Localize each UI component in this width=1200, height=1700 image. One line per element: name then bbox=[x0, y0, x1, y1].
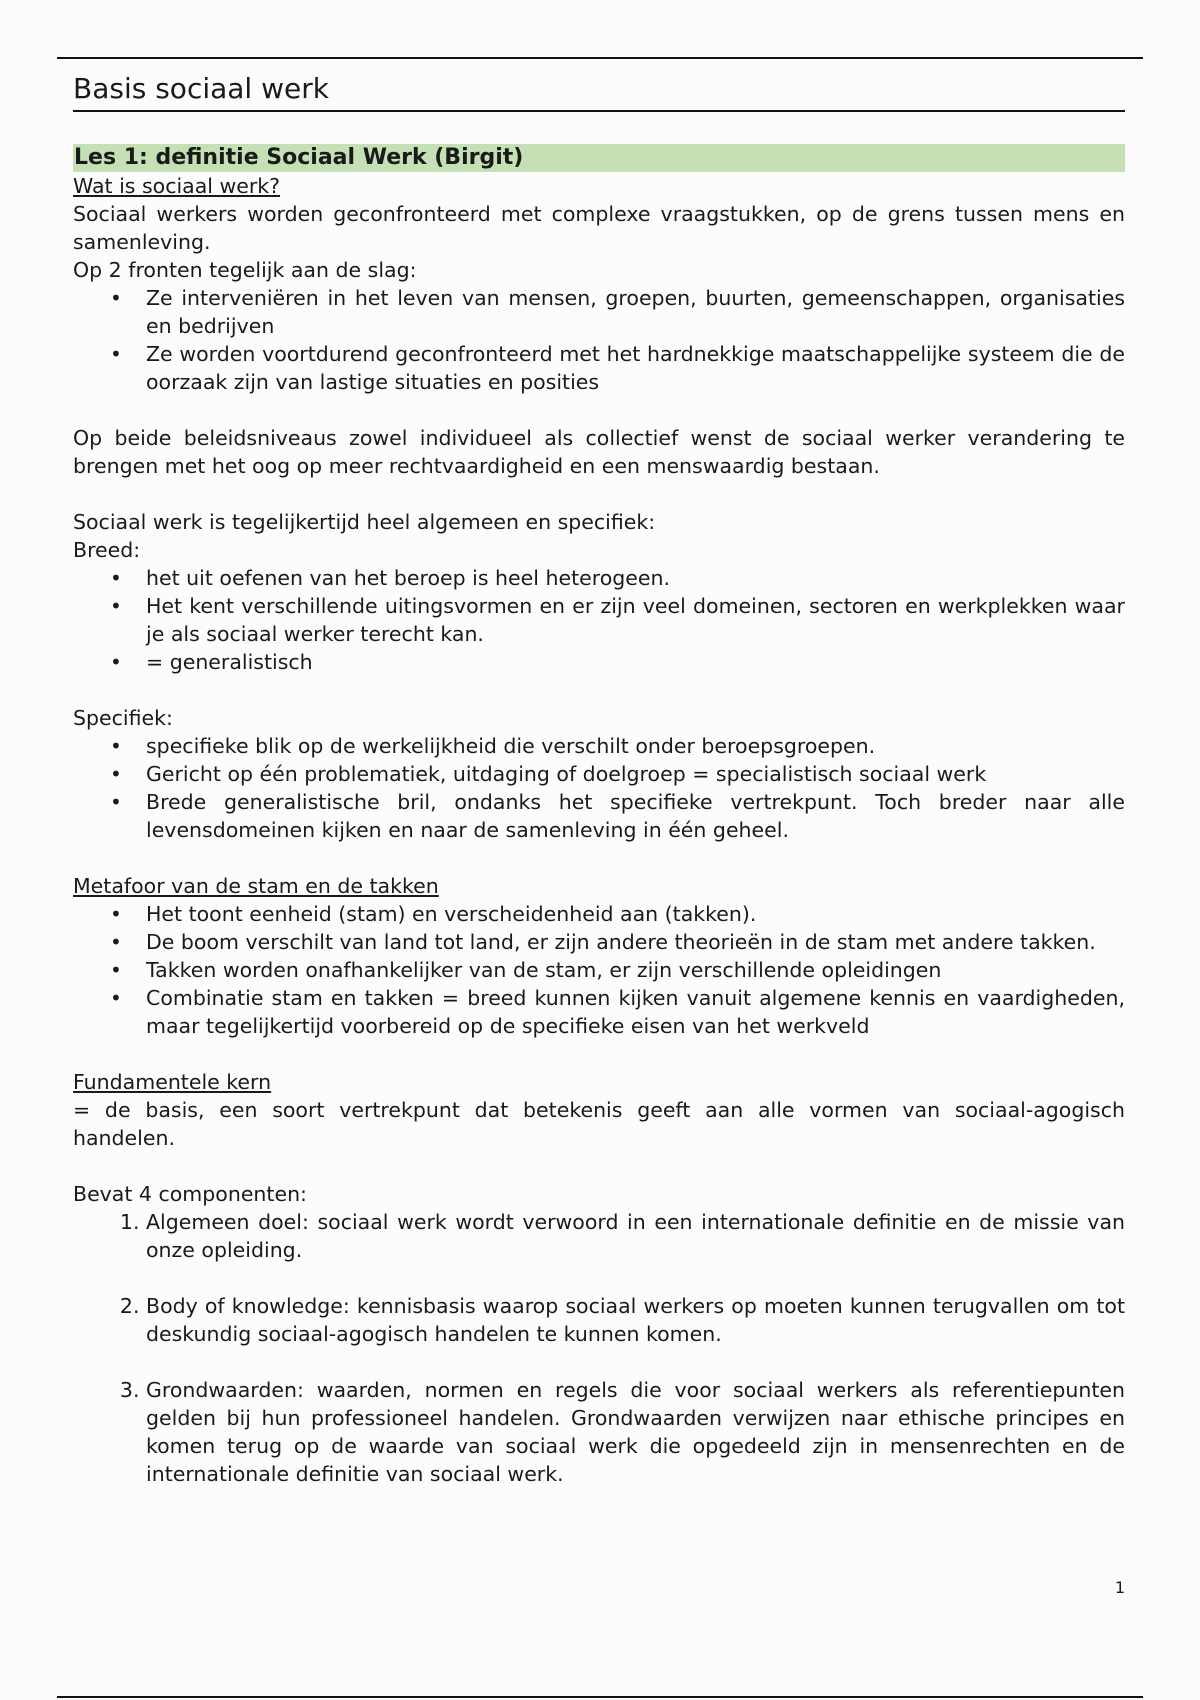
page-number: 1 bbox=[1114, 1578, 1125, 1597]
list-item: • Gericht op één problematiek, uitdaging of doelgroep = specialistisch sociaal werk bbox=[146, 760, 1125, 788]
subheading-metafoor: Metafoor van de stam en de takken bbox=[73, 874, 439, 898]
intro-paragraph: Sociaal werkers worden geconfronteerd met complexe vraagstukken, op de grens tussen mens en samenleving. bbox=[73, 202, 1125, 254]
list-item: • Ze interveniëren in het leven van mensen, groepen, buurten, gemeenschappen, organisaties en bedrijven bbox=[146, 284, 1125, 340]
list-item: • Het kent verschillende uitingsvormen en er zijn veel domeinen, sectoren en werkplekken waar je als sociaal werker terecht kan. bbox=[146, 592, 1125, 648]
metafoor-list bbox=[73, 900, 1125, 1040]
subheading-fundamentele-kern: Fundamentele kern bbox=[73, 1070, 272, 1094]
specific-list bbox=[73, 732, 1125, 844]
document-body bbox=[73, 70, 1125, 1488]
list-item: 1. Algemeen doel: sociaal werk wordt verwoord in een internationale definitie en de missie van onze opleiding. bbox=[146, 1208, 1125, 1264]
list-item: • Ze worden voortdurend geconfronteerd met het hardnekkige maatschappelijke systeem die de oorzaak zijn van lastige situaties en posities bbox=[146, 340, 1125, 396]
document-title: Basis sociaal werk bbox=[73, 70, 1125, 112]
broad-list bbox=[73, 564, 1125, 676]
list-item: • het uit oefenen van het beroep is heel heterogeen. bbox=[146, 564, 1125, 592]
broad-label: Breed: bbox=[73, 538, 141, 562]
page-bottom-rule bbox=[57, 1696, 1143, 1698]
list-item: • Het toont eenheid (stam) en verscheidenheid aan (takken). bbox=[146, 900, 1125, 928]
lesson-heading: Les 1: definitie Sociaal Werk (Birgit) bbox=[73, 144, 1125, 172]
list-item: • = generalistisch bbox=[146, 648, 1125, 676]
list-item: • specifieke blik op de werkelijkheid die verschilt onder beroepsgroepen. bbox=[146, 732, 1125, 760]
list-item: • De boom verschilt van land tot land, er zijn andere theorieën in de stam met andere takken. bbox=[146, 928, 1125, 956]
list-item: • Brede generalistische bril, ondanks het specifieke vertrekpunt. Toch breder naar alle levensdomeinen kijken en naar de samenleving in één geheel. bbox=[146, 788, 1125, 844]
fronts-lead: Op 2 fronten tegelijk aan de slag: bbox=[73, 258, 417, 282]
components-lead: Bevat 4 componenten: bbox=[73, 1182, 307, 1206]
subheading-wat-is-sociaal-werk: Wat is sociaal werk? bbox=[73, 174, 281, 198]
policy-paragraph: Op beide beleidsniveaus zowel individueel als collectief wenst de sociaal werker verandering te brengen met het oog op meer rechtvaardigheid en een menswaardig bestaan. bbox=[73, 426, 1125, 478]
list-item: 3. Grondwaarden: waarden, normen en regels die voor sociaal werkers als referentiepunten gelden bij hun professioneel handelen. Grondwaarden verwijzen naar ethische principes en komen terug op de waarde van sociaal werk die opgedeeld zijn in mensenrechten en de internationale definitie van sociaal werk. bbox=[146, 1376, 1125, 1488]
list-item: • Takken worden onafhankelijker van de stam, er zijn verschillende opleidingen bbox=[146, 956, 1125, 984]
kern-definition: = de basis, een soort vertrekpunt dat betekenis geeft aan alle vormen van sociaal-agogisch handelen. bbox=[73, 1098, 1125, 1150]
general-specific-lead: Sociaal werk is tegelijkertijd heel algemeen en specifiek: bbox=[73, 510, 656, 534]
components-list bbox=[73, 1208, 1125, 1488]
fronts-list bbox=[73, 284, 1125, 396]
list-item: • Combinatie stam en takken = breed kunnen kijken vanuit algemene kennis en vaardigheden, maar tegelijkertijd voorbereid op de specifieke eisen van het werkveld bbox=[146, 984, 1125, 1040]
specific-label: Specifiek: bbox=[73, 706, 173, 730]
page-top-rule bbox=[57, 57, 1143, 59]
list-item: 2. Body of knowledge: kennisbasis waarop sociaal werkers op moeten kunnen terugvallen om tot deskundig sociaal-agogisch handelen te kunnen komen. bbox=[146, 1292, 1125, 1348]
